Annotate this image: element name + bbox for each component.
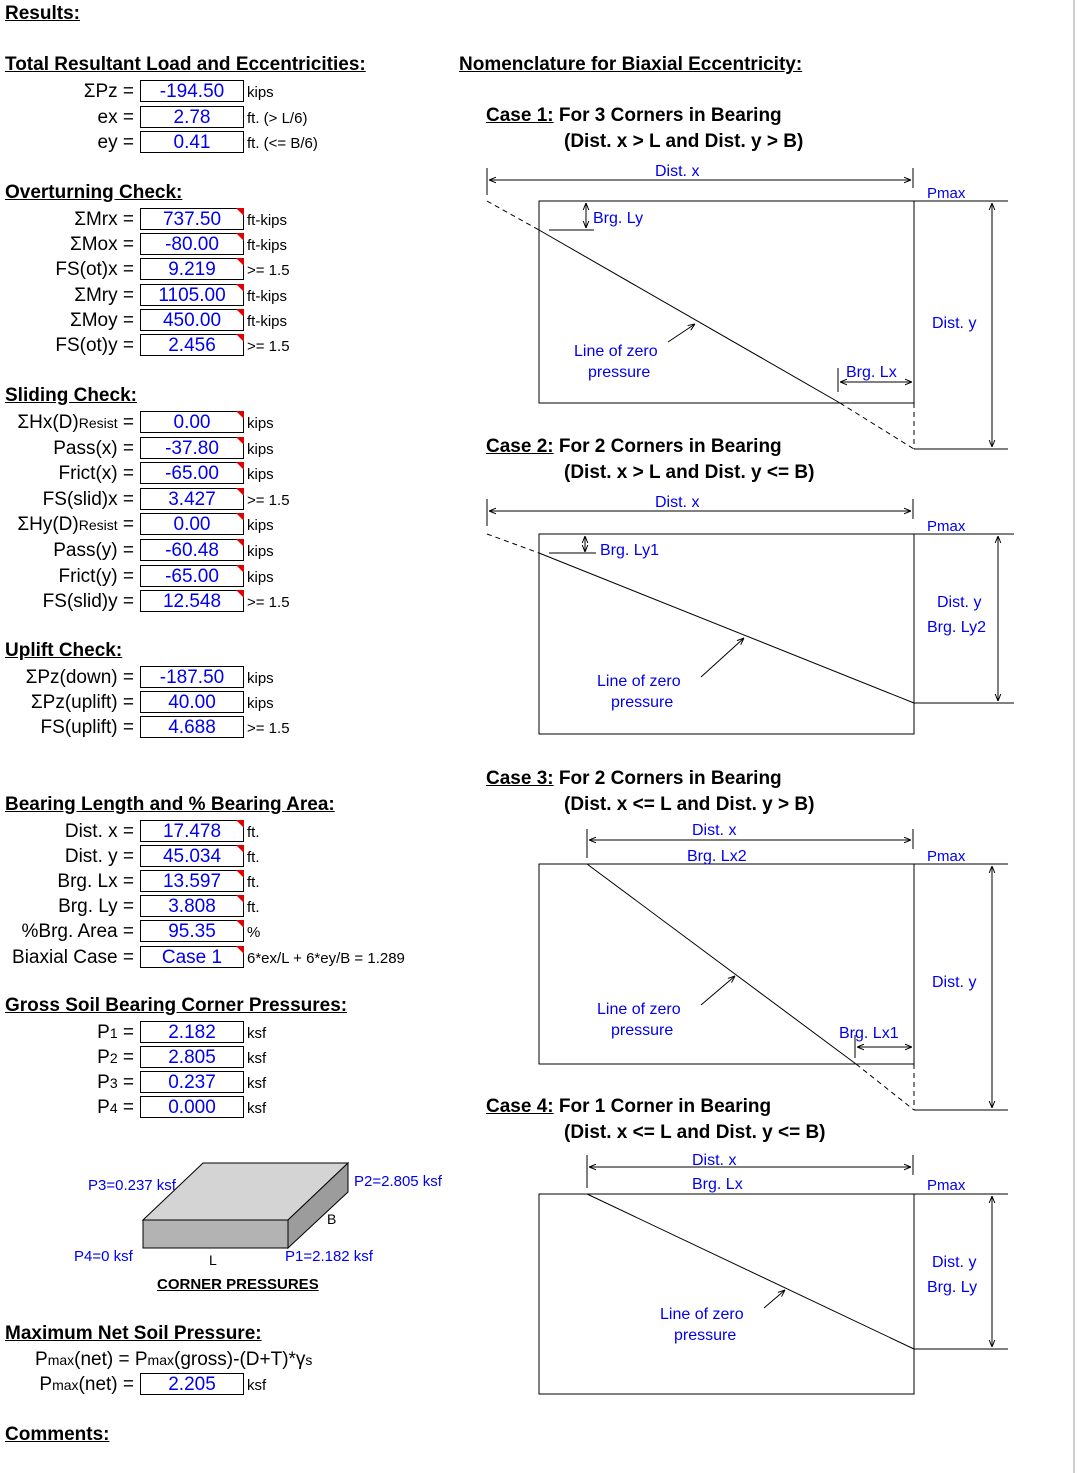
- case3-num: Case 3:: [486, 768, 554, 789]
- equals-sign: =: [117, 1022, 134, 1043]
- uplift-unit: >= 1.5: [247, 720, 290, 737]
- case3-diagram: [539, 829, 1008, 1110]
- corner-label-main: P: [97, 1072, 110, 1093]
- overturning-unit: ft-kips: [247, 212, 288, 229]
- uplift-value[interactable]: 40.00: [140, 691, 244, 713]
- case4-title: For 1 Corner in Bearing: [558, 1096, 772, 1117]
- overturning-label: ΣMoy =: [69, 310, 134, 331]
- c1-brg-ly: Brg. Ly: [593, 210, 644, 227]
- c2-zero-line-1: Line of zero: [597, 673, 681, 690]
- sliding-value[interactable]: -60.48: [140, 539, 244, 561]
- formula-p: P: [35, 1349, 48, 1370]
- case2-num: Case 2:: [486, 436, 554, 457]
- uplift-unit: kips: [247, 695, 274, 712]
- corner-label-sub: 2: [109, 1050, 118, 1066]
- uplift-label: FS(uplift) =: [40, 717, 134, 738]
- bearing-label: Brg. Lx =: [57, 871, 134, 892]
- nomenclature-title: Nomenclature for Biaxial Eccentricity:: [459, 54, 803, 75]
- overturning-unit: >= 1.5: [247, 338, 290, 355]
- bearing-unit: ft.: [247, 874, 260, 891]
- sliding-label: FS(slid)y =: [42, 591, 134, 612]
- sliding-label: Frict(x) =: [58, 463, 134, 484]
- corner-label-sub: 3: [109, 1075, 118, 1091]
- overturning-unit: >= 1.5: [247, 262, 290, 279]
- case1-num: Case 1:: [486, 105, 554, 126]
- overturning-value[interactable]: 2.456: [140, 334, 244, 356]
- sliding-unit: kips: [247, 466, 274, 483]
- results-title: Results:: [5, 3, 80, 24]
- c4-brg-lx: Brg. Lx: [692, 1176, 743, 1193]
- resultant-value[interactable]: -194.50: [140, 80, 244, 102]
- sliding-unit: kips: [247, 517, 274, 534]
- formula-mid: (net) = P: [74, 1349, 148, 1370]
- bearing-unit: %: [247, 924, 261, 941]
- overturning-value[interactable]: 737.50: [140, 208, 244, 230]
- pmax-sub: max: [52, 1377, 79, 1393]
- c1-dist-x: Dist. x: [655, 163, 700, 180]
- equals-sign: =: [117, 412, 134, 433]
- sliding-label-sub: Resist: [78, 415, 118, 431]
- corner-label-main: P: [97, 1097, 110, 1118]
- resultant-label: ΣPz =: [83, 81, 134, 102]
- case3-condition: (Dist. x <= L and Dist. y > B): [564, 794, 815, 815]
- resultant-value[interactable]: 0.41: [140, 131, 244, 153]
- corner-pressures-caption: CORNER PRESSURES: [157, 1276, 319, 1293]
- sliding-value[interactable]: 12.548: [140, 590, 244, 612]
- corner-unit: ksf: [247, 1050, 267, 1067]
- c2-dist-x: Dist. x: [655, 494, 700, 511]
- case1-title: For 3 Corners in Bearing: [558, 105, 782, 126]
- corner-unit: ksf: [247, 1075, 267, 1092]
- bearing-value[interactable]: 13.597: [140, 870, 244, 892]
- corner-value[interactable]: 0.237: [140, 1071, 244, 1093]
- sliding-unit: >= 1.5: [247, 594, 290, 611]
- corner-label-sub: 4: [109, 1100, 118, 1116]
- overturning-value[interactable]: 450.00: [140, 309, 244, 331]
- c1-dist-y: Dist. y: [932, 315, 977, 332]
- c4-zero-line-2: pressure: [674, 1327, 737, 1344]
- formula-gamma: γ: [295, 1349, 306, 1370]
- bearing-label: Biaxial Case =: [12, 947, 134, 968]
- resultant-unit: ft. (<= B/6): [247, 135, 318, 152]
- sliding-unit: kips: [247, 569, 274, 586]
- c3-brg-lx1: Brg. Lx1: [839, 1025, 899, 1042]
- corner-title: Gross Soil Bearing Corner Pressures:: [5, 995, 348, 1016]
- bearing-label: Dist. y =: [64, 846, 134, 867]
- pmax-net-unit: ksf: [247, 1377, 267, 1394]
- sliding-value[interactable]: -37.80: [140, 437, 244, 459]
- uplift-value[interactable]: 4.688: [140, 716, 244, 738]
- sliding-value[interactable]: 0.00: [140, 411, 244, 433]
- bearing-title: Bearing Length and % Bearing Area:: [5, 794, 335, 815]
- formula-gamma-sub: s: [305, 1352, 313, 1368]
- bearing-unit: 6*ex/L + 6*ey/B = 1.289: [247, 950, 405, 967]
- sliding-unit: kips: [247, 441, 274, 458]
- bearing-value[interactable]: 17.478: [140, 820, 244, 842]
- c3-dist-x: Dist. x: [692, 822, 737, 839]
- case3-title: For 2 Corners in Bearing: [558, 768, 782, 789]
- equals-sign: =: [117, 1047, 134, 1068]
- overturning-value[interactable]: -80.00: [140, 233, 244, 255]
- overturning-unit: ft-kips: [247, 288, 288, 305]
- equals-sign: =: [117, 1097, 134, 1118]
- c1-zero-line-1: Line of zero: [574, 343, 658, 360]
- sliding-title: Sliding Check:: [5, 385, 137, 406]
- case1-diagram: [487, 168, 1008, 449]
- overturning-label: ΣMox =: [69, 234, 134, 255]
- c2-zero-line-2: pressure: [611, 694, 674, 711]
- sliding-unit: kips: [247, 415, 274, 432]
- sliding-unit: >= 1.5: [247, 492, 290, 509]
- c4-dist-x: Dist. x: [692, 1152, 737, 1169]
- c3-zero-line-1: Line of zero: [597, 1001, 681, 1018]
- c1-zero-line-2: pressure: [588, 364, 651, 381]
- p3-label: P3=0.237 ksf: [88, 1177, 176, 1194]
- pmax-net-value[interactable]: 2.205: [140, 1373, 244, 1395]
- bearing-label: Dist. x =: [64, 821, 134, 842]
- b-label: B: [327, 1211, 337, 1227]
- c2-dist-y: Dist. y: [937, 594, 982, 611]
- resultant-label: ex =: [97, 107, 134, 128]
- c3-zero-line-2: pressure: [611, 1022, 674, 1039]
- overturning-label: ΣMrx =: [74, 209, 134, 230]
- bearing-value[interactable]: 3.808: [140, 895, 244, 917]
- resultant-title: Total Resultant Load and Eccentricities:: [5, 54, 366, 75]
- resultant-unit: kips: [247, 84, 274, 101]
- comments-title: Comments:: [5, 1424, 110, 1445]
- pmax-p: P: [39, 1374, 53, 1395]
- overturning-unit: ft-kips: [247, 313, 288, 330]
- sliding-label-main: ΣHx(D): [17, 412, 79, 433]
- c3-pmax: Pmax: [927, 848, 966, 865]
- c3-brg-lx2: Brg. Lx2: [687, 848, 747, 865]
- bearing-unit: ft.: [247, 824, 260, 841]
- sliding-value[interactable]: 3.427: [140, 488, 244, 510]
- sliding-label: FS(slid)x =: [42, 489, 134, 510]
- overturning-value[interactable]: 9.219: [140, 258, 244, 280]
- overturning-value[interactable]: 1105.00: [140, 284, 244, 306]
- bearing-unit: ft.: [247, 849, 260, 866]
- formula-max-sub: max: [47, 1352, 75, 1368]
- bearing-label: %Brg. Area =: [21, 921, 134, 942]
- overturning-label: FS(ot)y =: [55, 335, 134, 356]
- p2-label: P2=2.805 ksf: [354, 1173, 442, 1190]
- sliding-label: Pass(x) =: [53, 438, 134, 459]
- overturning-title: Overturning Check:: [5, 182, 183, 203]
- uplift-label: ΣPz(down) =: [25, 667, 134, 688]
- sliding-value[interactable]: 0.00: [140, 513, 244, 535]
- c4-zero-line-1: Line of zero: [660, 1306, 744, 1323]
- sliding-unit: kips: [247, 543, 274, 560]
- sliding-label-sub: Resist: [78, 517, 118, 533]
- sliding-label-main: ΣHy(D): [17, 514, 79, 535]
- formula-max-sub2: max: [147, 1352, 174, 1368]
- c4-brg-ly: Brg. Ly: [927, 1279, 978, 1296]
- corner-value[interactable]: 0.000: [140, 1096, 244, 1118]
- c4-dist-y: Dist. y: [932, 1254, 977, 1271]
- uplift-label: ΣPz(uplift) =: [30, 692, 134, 713]
- case4-condition: (Dist. x <= L and Dist. y <= B): [564, 1122, 826, 1143]
- pmax-rest: (net) =: [78, 1374, 134, 1395]
- p4-label: P4=0 ksf: [74, 1248, 133, 1265]
- l-label: L: [209, 1252, 217, 1268]
- resultant-unit: ft. (> L/6): [247, 110, 308, 127]
- corner-value[interactable]: 2.182: [140, 1021, 244, 1043]
- case2-condition: (Dist. x > L and Dist. y <= B): [564, 462, 815, 483]
- bearing-unit: ft.: [247, 899, 260, 916]
- corner-label-main: P: [97, 1047, 110, 1068]
- uplift-unit: kips: [247, 670, 274, 687]
- corner-unit: ksf: [247, 1025, 267, 1042]
- sliding-value[interactable]: -65.00: [140, 462, 244, 484]
- uplift-value[interactable]: -187.50: [140, 666, 244, 688]
- c3-dist-y: Dist. y: [932, 974, 977, 991]
- case4-num: Case 4:: [486, 1096, 554, 1117]
- c2-pmax: Pmax: [927, 518, 966, 535]
- c1-pmax: Pmax: [927, 185, 966, 202]
- overturning-label: FS(ot)x =: [55, 259, 134, 280]
- corner-label-sub: 1: [109, 1025, 118, 1041]
- corner-value[interactable]: 2.805: [140, 1046, 244, 1068]
- equals-sign: =: [117, 1072, 134, 1093]
- bearing-value[interactable]: 45.034: [140, 845, 244, 867]
- equals-sign: =: [117, 514, 134, 535]
- sliding-label: Frict(y) =: [58, 566, 134, 587]
- formula-rest: (gross)-(D+T)*: [174, 1349, 296, 1370]
- c2-brg-ly2: Brg. Ly2: [927, 619, 986, 636]
- bearing-label: Brg. Ly =: [58, 896, 134, 917]
- corner-label-main: P: [97, 1022, 110, 1043]
- bearing-value[interactable]: 95.35: [140, 920, 244, 942]
- uplift-title: Uplift Check:: [5, 640, 123, 661]
- overturning-label: ΣMry =: [74, 285, 134, 306]
- resultant-value[interactable]: 2.78: [140, 106, 244, 128]
- c2-brg-ly1: Brg. Ly1: [600, 542, 659, 559]
- case1-condition: (Dist. x > L and Dist. y > B): [564, 131, 804, 152]
- bearing-value[interactable]: Case 1: [140, 946, 244, 968]
- c4-pmax: Pmax: [927, 1177, 966, 1194]
- sliding-value[interactable]: -65.00: [140, 565, 244, 587]
- c1-brg-lx: Brg. Lx: [846, 364, 897, 381]
- resultant-label: ey =: [97, 132, 134, 153]
- max-net-title: Maximum Net Soil Pressure:: [5, 1323, 262, 1344]
- sliding-label: Pass(y) =: [53, 540, 134, 561]
- corner-unit: ksf: [247, 1100, 267, 1117]
- p1-label: P1=2.182 ksf: [285, 1248, 373, 1265]
- overturning-unit: ft-kips: [247, 237, 288, 254]
- case2-title: For 2 Corners in Bearing: [558, 436, 782, 457]
